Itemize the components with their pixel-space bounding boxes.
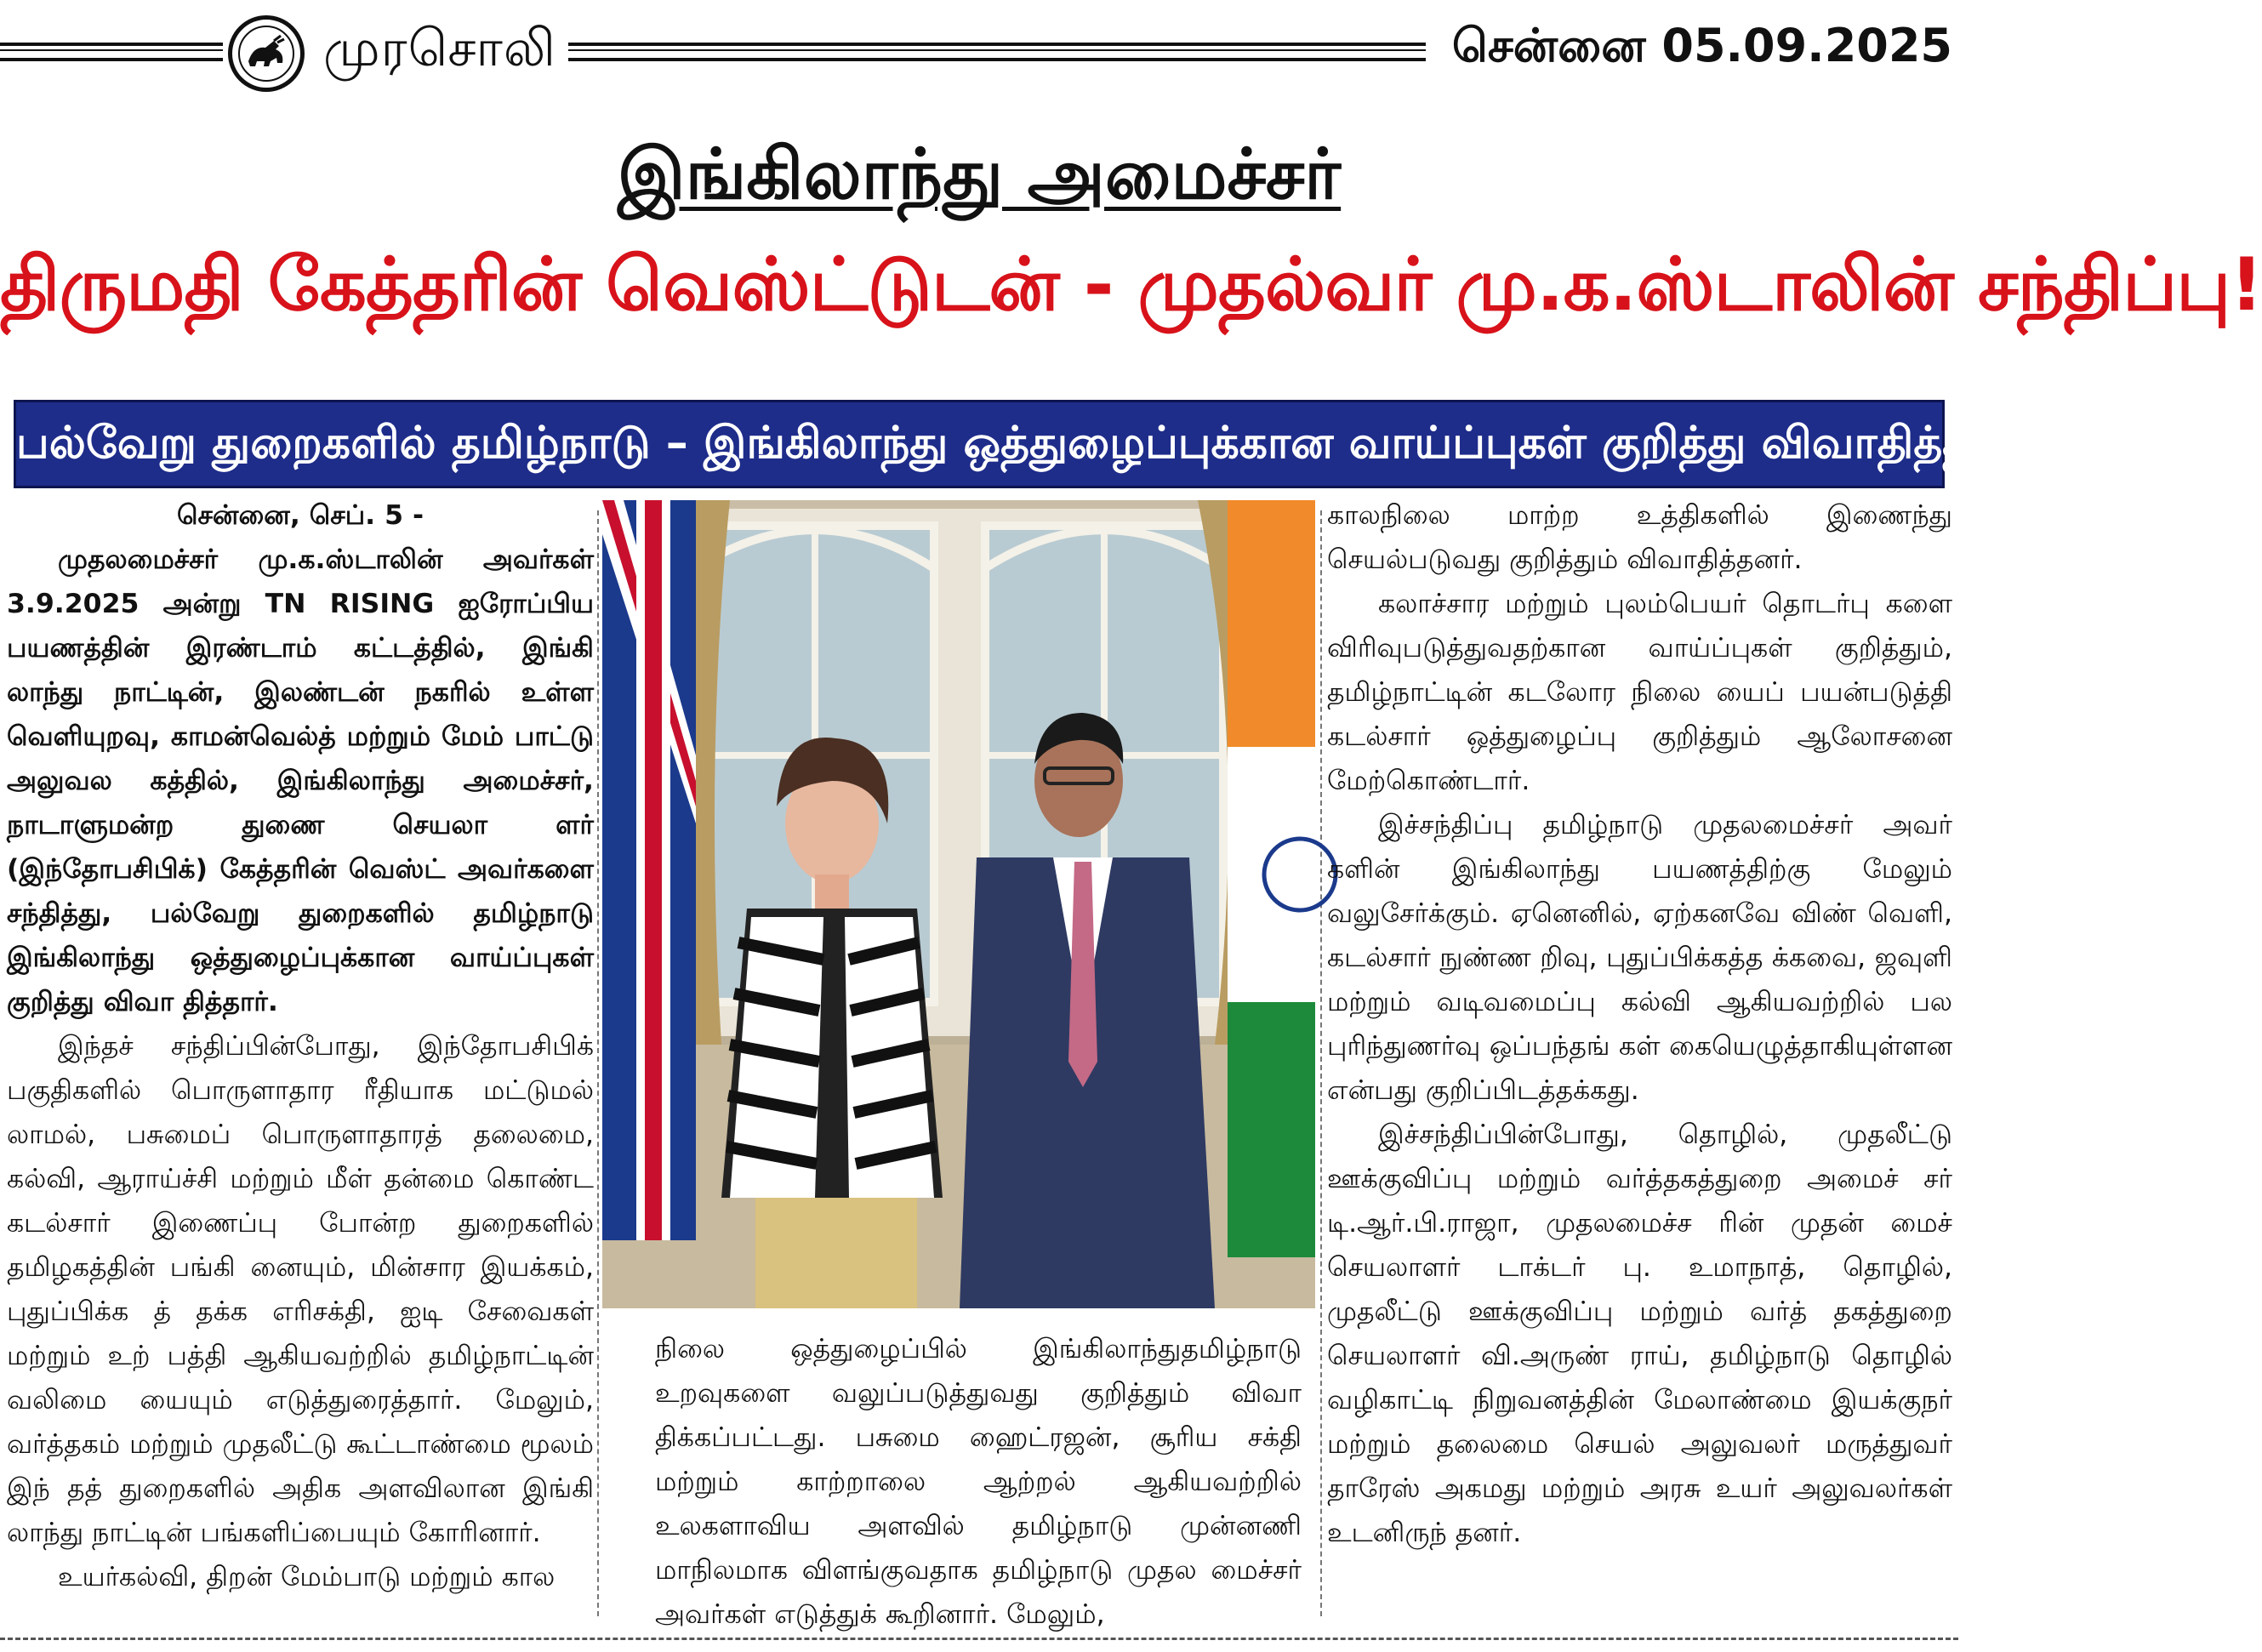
column-divider (597, 510, 599, 1616)
article-paragraph: இந்தச் சந்திப்பின்போது, இந்தோபசிபிக் பகுதிகளில் பொருளாதார ரீதியாக மட்டுமல் லாமல், பசுமைப் பொருளாதாரத் தலைமை, கல்வி, ஆராய்ச்சி மற்றும் மீள் தன்மை கொண்ட கடல்சார் இணைப்பு போன்ற துறைகளில் தமிழகத்தின் பங்கி னையும், மின்சார இயக்கம், புதுப்பிக்க த் தக்க எரிசக்தி, ஐடி சேவைகள் மற்றும் உற் பத்தி ஆகியவற்றில் தமிழ்நாட்டின் வலிமை யையும் எடுத்துரைத்தார். மேலும், வர்த்தகம் மற்றும் முதலீட்டு கூட்டாண்மை மூலம் இந் தத் துறைகளில் அதிக அளவிலான இங்கி லாந்து நாட்டின் பங்களிப்பையும் கோரினார். (7, 1031, 594, 1548)
column-divider (1320, 510, 1322, 1616)
article-dateline: சென்னை, செப். 5 - (176, 500, 424, 531)
bottom-cut-line (0, 1638, 1958, 1640)
article-column-2 (655, 1327, 1302, 1637)
article-paragraph: கலாச்சார மற்றும் புலம்பெயர் தொடர்பு களை விரிவுபடுத்துவதற்கான வாய்ப்புகள் குறித்தும், தமிழ்நாட்டின் கடலோர நிலை யைப் பயன்படுத்தி கடல்சார் ஒத்துழைப்பு குறித்தும் ஆலோசனை மேற்கொண்டார். (1327, 589, 1952, 796)
article-paragraph: நிலை ஒத்துழைப்பில் இங்கிலாந்துதமிழ்நாடு உறவுகளை வலுப்படுத்துவது குறித்தும் விவா திக்கப்பட்டது. பசுமை ஹைட்ரஜன், சூரிய சக்தி மற்றும் காற்றாலை ஆற்றல் ஆகியவற்றில் உலகளாவிய அளவில் தமிழ்நாடு முன்னணி மாநிலமாக விளங்குவதாக தமிழ்நாடு முதல மைச்சர் அவர்கள் எடுத்துக் கூறினார். மேலும், (655, 1334, 1302, 1630)
masthead-rule-left (0, 43, 223, 61)
deck-subheadline: பல்வேறு துறைகளில் தமிழ்நாடு – இங்கிலாந்து ஒத்துழைப்புக்கான வாய்ப்புகள் குறித்து விவாதித்தார்! (14, 400, 1945, 488)
news-photo (602, 500, 1315, 1308)
article-paragraph: இச்சந்திப்பின்போது, தொழில், முதலீட்டு ஊக்குவிப்பு மற்றும் வர்த்தகத்துறை அமைச் சர் டி.ஆர்.பி.ராஜா, முதலமைச்ச ரின் முதன் மைச் செயலாளர் டாக்டர் பு. உமாநாத், தொழில், முதலீட்டு ஊக்குவிப்பு மற்றும் வர்த் தகத்துறை செயலாளர் வி.அருண் ராய், தமிழ்நாடு தொழில் வழிகாட்டி நிறுவனத்தின் மேலாண்மை இயக்குநர் மற்றும் தலைமை செயல் அலுவலர் மருத்துவர் தாரேஸ் அகமது மற்றும் அரசு உயர் அலுவலர்கள் உடனிருந் தனர். (1327, 1119, 1952, 1548)
logo-emblem-icon (228, 15, 305, 92)
article-paragraph: காலநிலை மாற்ற உத்திகளில் இணைந்து செயல்படுவது குறித்தும் விவாதித்தனர். (1327, 500, 1952, 575)
newspaper-name: முரசொலி (323, 19, 556, 78)
article-column-1 (7, 493, 594, 1599)
masthead-dateline: சென்னை 05.09.2025 (1451, 19, 1952, 72)
main-headline: திருமதி கேத்தரின் வெஸ்ட்டுடன் - முதல்வர் மு.க.ஸ்டாலின் சந்திப்பு! (0, 242, 2262, 328)
kicker-headline: இங்கிலாந்து அமைச்சர் (617, 134, 1342, 215)
article-column-3 (1327, 493, 1952, 1555)
masthead-rule-right (568, 43, 1426, 61)
article-paragraph: உயர்கல்வி, திறன் மேம்பாடு மற்றும் கால (58, 1562, 556, 1592)
article-paragraph: இச்சந்திப்பு தமிழ்நாடு முதலமைச்சர் அவர் களின் இங்கிலாந்து பயணத்திற்கு மேலும் வலுசேர்க்கும். ஏனெனில், ஏற்கனவே விண் வெளி, கடல்சார் நுண்ண றிவு, புதுப்பிக்கத்த க்கவை, ஜவுளி மற்றும் வடிவமைப்பு கல்வி ஆகியவற்றில் பல புரிந்துணர்வு ஒப்பந்தங் கள் கையெழுத்தாகியுள்ளன என்பது குறிப்பிடத்தக்கது. (1327, 810, 1952, 1106)
article-lead-paragraph: முதலமைச்சர் மு.க.ஸ்டாலின் அவர்கள் 3.9.2025 அன்று TN RISING ஐரோப்பிய பயணத்தின் இரண்டாம் கட்டத்தில், இங்கி லாந்து நாட்டின், இலண்டன் நகரில் உள்ள வெளியுறவு, காமன்வெல்த் மற்றும் மேம் பாட்டு அலுவல கத்தில், இங்கிலாந்து அமைச்சர், நாடாளுமன்ற துணை செயலா ளர் (இந்தோபசிபிக்) கேத்தரின் வெஸ்ட் அவர்களை சந்தித்து, பல்வேறு துறைகளில் தமிழ்நாடு இங்கிலாந்து ஒத்துழைப்புக்கான வாய்ப்புகள் குறித்து விவா தித்தார். (7, 544, 594, 1017)
